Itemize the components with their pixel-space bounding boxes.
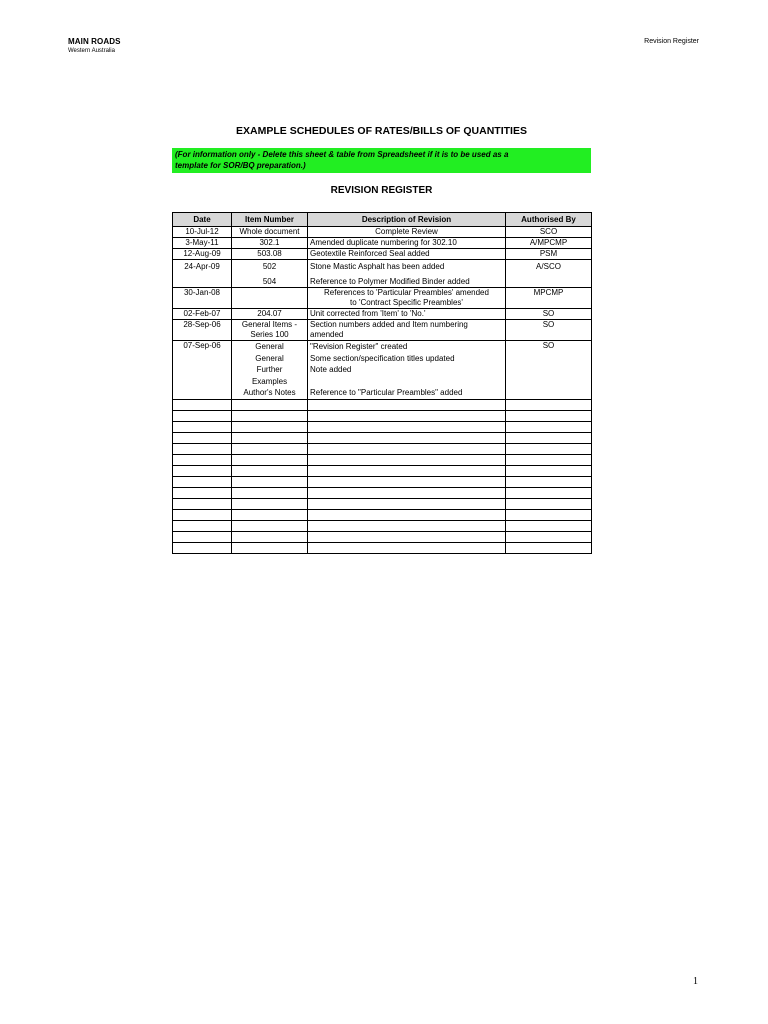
header-item-number: Item Number [232, 213, 308, 227]
row-date: 3-May-11 [173, 238, 232, 249]
empty-cell [506, 443, 592, 454]
empty-cell [308, 454, 506, 465]
revision-register-table [172, 212, 592, 554]
row-item-line: General [255, 353, 284, 363]
empty-cell [232, 410, 308, 421]
row-item [232, 341, 308, 400]
empty-cell [506, 421, 592, 432]
empty-cell [308, 432, 506, 443]
row-description-line: References to 'Particular Preambles' amended [324, 288, 489, 297]
row-authorised: PSM [506, 249, 592, 260]
empty-cell [173, 421, 232, 432]
empty-row [173, 476, 592, 487]
empty-cell [232, 432, 308, 443]
empty-cell [308, 531, 506, 542]
empty-row [173, 465, 592, 476]
row-authorised: A/MPCMP [506, 238, 592, 249]
empty-row [173, 487, 592, 498]
row-description: Amended duplicate numbering for 302.10 [308, 238, 506, 249]
empty-cell [232, 421, 308, 432]
row-item-line: 502 [262, 262, 277, 271]
empty-row [173, 399, 592, 410]
empty-cell [506, 487, 592, 498]
empty-cell [308, 421, 506, 432]
register-title: REVISION REGISTER [330, 185, 433, 196]
row-date: 10-Jul-12 [173, 227, 232, 238]
empty-row [173, 454, 592, 465]
row-description-line: Reference to "Particular Preambles" added [310, 388, 463, 397]
empty-cell [308, 542, 506, 553]
row-item-line: Further [256, 365, 283, 374]
row-item-line: 504 [262, 277, 277, 286]
row-description: Complete Review [308, 227, 506, 238]
table-row [173, 260, 592, 288]
row-authorised: SCO [506, 227, 592, 238]
row-item: 302.1 [232, 238, 308, 249]
row-description-line: Section numbers added and Item numbering [310, 320, 468, 329]
header-description: Description of Revision [308, 213, 506, 227]
empty-cell [506, 410, 592, 421]
empty-cell [173, 443, 232, 454]
row-description [308, 341, 506, 400]
row-description-line: to 'Contract Specific Preambles' [350, 298, 463, 307]
notice-line-2: template for SOR/BQ preparation.) [175, 160, 306, 170]
empty-cell [173, 487, 232, 498]
empty-cell [173, 520, 232, 531]
row-description-line [310, 376, 503, 388]
empty-cell [308, 399, 506, 410]
empty-row [173, 410, 592, 421]
row-item [232, 288, 308, 309]
row-item-line: General Items - [241, 320, 298, 329]
empty-cell [173, 498, 232, 509]
empty-cell [173, 432, 232, 443]
header-date: Date [173, 213, 232, 227]
empty-cell [232, 465, 308, 476]
empty-row [173, 443, 592, 454]
empty-cell [173, 509, 232, 520]
table-row [173, 288, 592, 309]
row-item: Whole document [232, 227, 308, 238]
table-row [173, 249, 592, 260]
empty-cell [232, 498, 308, 509]
row-description: Unit corrected from 'Item' to 'No.' [308, 309, 506, 320]
row-item [232, 320, 308, 341]
empty-cell [506, 531, 592, 542]
document-label: Revision Register [644, 38, 699, 45]
empty-cell [173, 454, 232, 465]
empty-cell [506, 520, 592, 531]
table-row [173, 227, 592, 238]
empty-cell [232, 476, 308, 487]
empty-cell [506, 432, 592, 443]
row-authorised: SO [506, 320, 592, 341]
empty-cell [506, 498, 592, 509]
row-item-line: Author's Notes [243, 388, 296, 397]
row-date: 30-Jan-08 [173, 288, 232, 309]
notice-line-1: (For information only - Delete this sheet & table from Spreadsheet if it is to be used as a [175, 150, 509, 159]
row-description [308, 320, 506, 341]
page-number: 1 [693, 976, 698, 987]
empty-cell [232, 454, 308, 465]
empty-cell [506, 542, 592, 553]
row-authorised: MPCMP [506, 288, 592, 309]
empty-row [173, 542, 592, 553]
row-item: 503.08 [232, 249, 308, 260]
empty-cell [308, 509, 506, 520]
org-subtitle: Western Australia [68, 48, 115, 54]
empty-row [173, 520, 592, 531]
row-item: 204.07 [232, 309, 308, 320]
row-date: 02-Feb-07 [173, 309, 232, 320]
empty-cell [232, 531, 308, 542]
header-authorised-by: Authorised By [506, 213, 592, 227]
row-date: 12-Aug-09 [173, 249, 232, 260]
row-description-line: Stone Mastic Asphalt has been added [310, 262, 445, 271]
table-row [173, 309, 592, 320]
page-title: EXAMPLE SCHEDULES OF RATES/BILLS OF QUANTITIES [236, 125, 527, 137]
empty-cell [173, 476, 232, 487]
row-description-line: amended [310, 330, 344, 339]
row-description-line: Note added [310, 365, 352, 374]
row-description-line: "Revision Register" created [310, 342, 408, 351]
row-item-line: Series 100 [250, 330, 289, 339]
empty-row [173, 421, 592, 432]
empty-row [173, 498, 592, 509]
empty-cell [232, 399, 308, 410]
empty-cell [232, 542, 308, 553]
table-row [173, 341, 592, 400]
empty-cell [308, 487, 506, 498]
org-name: MAIN ROADS [68, 37, 121, 46]
empty-cell [232, 487, 308, 498]
empty-row [173, 432, 592, 443]
empty-cell [506, 465, 592, 476]
row-authorised: SO [506, 341, 592, 400]
row-description [308, 288, 506, 309]
row-item-line: Examples [251, 376, 288, 386]
empty-cell [232, 509, 308, 520]
empty-cell [506, 509, 592, 520]
empty-cell [308, 465, 506, 476]
empty-cell [173, 542, 232, 553]
empty-cell [173, 410, 232, 421]
empty-row [173, 509, 592, 520]
row-authorised: A/SCO [506, 260, 592, 288]
empty-cell [308, 476, 506, 487]
row-description: Geotextile Reinforced Seal added [308, 249, 506, 260]
empty-cell [506, 476, 592, 487]
row-description [308, 260, 506, 288]
row-authorised: SO [506, 309, 592, 320]
organisation-block [68, 37, 121, 54]
empty-cell [308, 443, 506, 454]
empty-cell [308, 498, 506, 509]
table-row [173, 238, 592, 249]
empty-row [173, 531, 592, 542]
table-header-row [173, 213, 592, 227]
empty-cell [506, 399, 592, 410]
empty-cell [173, 465, 232, 476]
empty-cell [232, 443, 308, 454]
information-notice [172, 148, 591, 173]
row-item [232, 260, 308, 288]
empty-cell [506, 454, 592, 465]
row-item-line: General [255, 342, 284, 351]
row-date: 24-Apr-09 [173, 260, 232, 288]
row-description-line: Reference to Polymer Modified Binder added [310, 277, 470, 286]
empty-cell [232, 520, 308, 531]
empty-cell [173, 531, 232, 542]
row-description-line: Some section/specification titles updated [310, 353, 455, 363]
table-row [173, 320, 592, 341]
empty-cell [173, 399, 232, 410]
empty-cell [308, 410, 506, 421]
row-date: 07-Sep-06 [173, 341, 232, 400]
row-date: 28-Sep-06 [173, 320, 232, 341]
empty-cell [308, 520, 506, 531]
